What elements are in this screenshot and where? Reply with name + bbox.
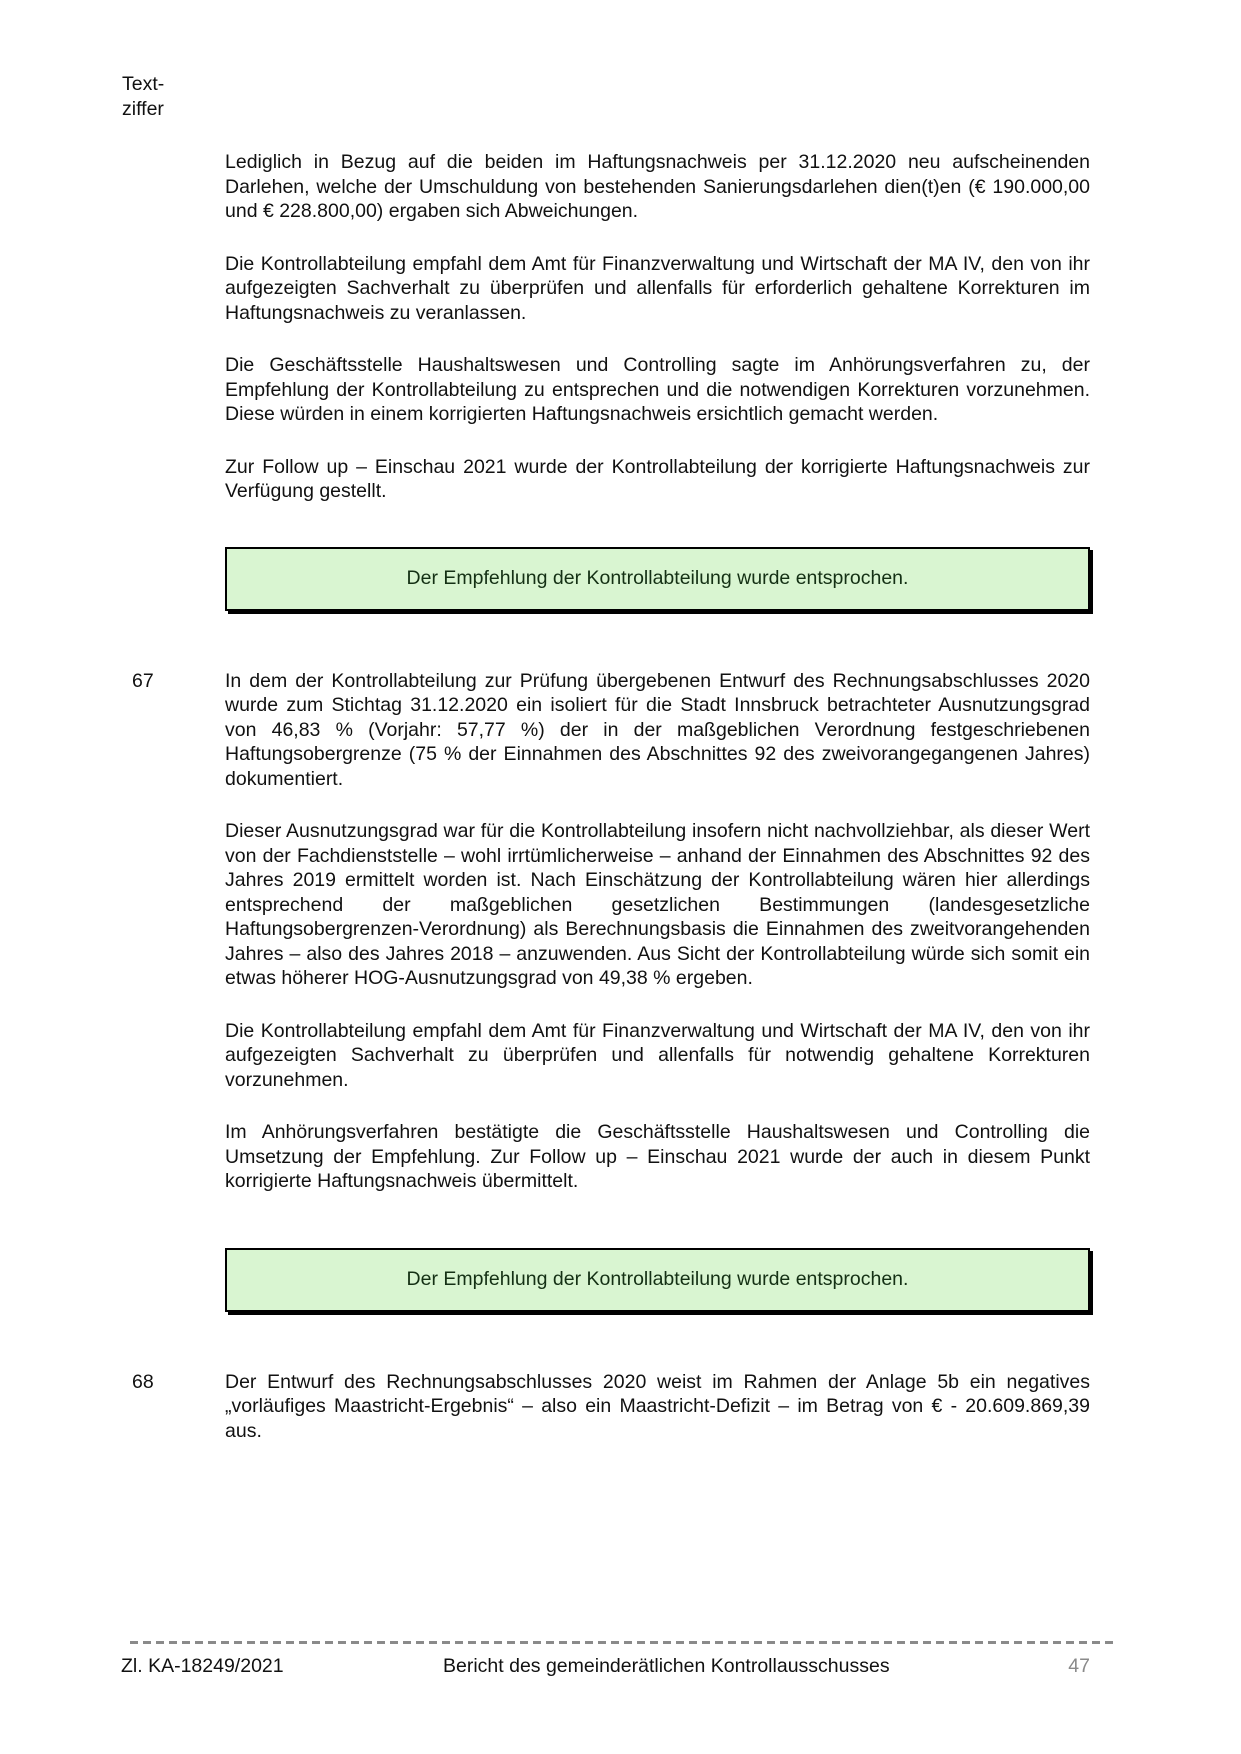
paragraph: Die Geschäftsstelle Haushaltswesen und Controlling sagte im Anhörungsverfahren zu, der Empfehlung der Kontrollabteilung zu entsprechen und die notwendigen Korrekturen vorzunehmen. Diese würden in einem korrigierten Haftungsnachweis ersichtlich gemacht werden. (225, 354, 1090, 425)
section-68 (132, 1370, 1090, 1444)
paragraph: Zur Follow up – Einschau 2021 wurde der Kontrollabteilung der korrigierte Haftungsnachweis zur Verfügung gestellt. (225, 455, 1090, 502)
footer-divider-dashed-line (130, 1641, 1118, 1644)
footer-title: Bericht des gemeinderätlichen Kontrollausschusses (443, 1655, 890, 1677)
footer-page-number: 47 (1068, 1655, 1090, 1677)
section-number-68: 68 (132, 1370, 154, 1393)
paragraph: Lediglich in Bezug auf die beiden im Haftungsnachweis per 31.12.2020 neu aufscheinenden Darlehen, welche der Umschuldung von bestehenden Sanierungsdarlehen dien(t)en (€ 190.000,00 und € 228.800,00) ergaben sich Abweichungen. (225, 151, 1090, 222)
paragraph: Die Kontrollabteilung empfahl dem Amt für Finanzverwaltung und Wirtschaft der MA IV, den von ihr aufgezeigten Sachverhalt zu überprüfen und allenfalls für notwendig gehaltene Korrekturen vorzunehmen. (225, 1019, 1090, 1091)
recommendation-result-text: Der Empfehlung der Kontrollabteilung wurde entsprochen. (406, 567, 909, 589)
margin-header-line1: Text- (122, 73, 165, 95)
section-number-67: 67 (132, 669, 154, 692)
paragraph: Der Entwurf des Rechnungsabschlusses 2020 weist im Rahmen der Anlage 5b ein negatives „vorläufiges Maastricht-Ergebnis“ – also ein Maastricht-Defizit – im Betrag von € - 20.609.869,39 aus. (225, 1370, 1090, 1442)
paragraph: Dieser Ausnutzungsgrad war für die Kontrollabteilung insofern nicht nachvollziehbar, als dieser Wert von der Fachdienststelle – wohl irrtümlicherweise – anhand der Einnahmen des Abschnittes 92 des Jahres 2019 ermittelt worden ist. Nach Einschätzung der Kontrollabteilung wären hier allerdings entsprechend der maßgeblichen gesetzlichen Bestimmungen (landesgesetzliche Haftungsobergrenzen-Verordnung) als Berechnungsbasis die Einnahmen des zweitvorangehenden Jahres – also des Jahres 2018 – anzuwenden. Aus Sicht der Kontrollabteilung würde sich somit ein etwas höherer HOG-Ausnutzungsgrad von 49,38 % ergeben. (225, 820, 1090, 989)
paragraph: Die Kontrollabteilung empfahl dem Amt für Finanzverwaltung und Wirtschaft der MA IV, den von ihr aufgezeigten Sachverhalt zu überprüfen und allenfalls für erforderlich gehaltene Korrekturen im Haftungsnachweis zu veranlassen. (225, 252, 1090, 324)
recommendation-result-box (225, 1248, 1090, 1312)
body-text-column (132, 150, 1090, 1471)
recommendation-result-text: Der Empfehlung der Kontrollabteilung wurde entsprochen. (406, 1268, 909, 1290)
footer-reference: Zl. KA-18249/2021 (121, 1655, 284, 1677)
recommendation-result-box (225, 547, 1090, 611)
margin-column-header (122, 72, 164, 122)
paragraph: In dem der Kontrollabteilung zur Prüfung übergebenen Entwurf des Rechnungsabschlusses 2020 wurde zum Stichtag 31.12.2020 ein isoliert für die Stadt Innsbruck betrachteter Ausnutzungsgrad von 46,83 % (Vorjahr: 57,77 %) der in der maßgeblichen Verordnung festgeschriebenen Haftungsobergrenze (75 % der Einnahmen des Abschnittes 92 des zweivorangegangenen Jahres) dokumentiert. (225, 669, 1090, 790)
section-67 (132, 669, 1090, 1194)
paragraph: Im Anhörungsverfahren bestätigte die Geschäftsstelle Haushaltswesen und Controlling die Umsetzung der Empfehlung. Zur Follow up – Einschau 2021 wurde der auch in diesem Punkt korrigierte Haftungsnachweis übermittelt. (225, 1121, 1090, 1192)
margin-header-line2: ziffer (122, 98, 164, 120)
